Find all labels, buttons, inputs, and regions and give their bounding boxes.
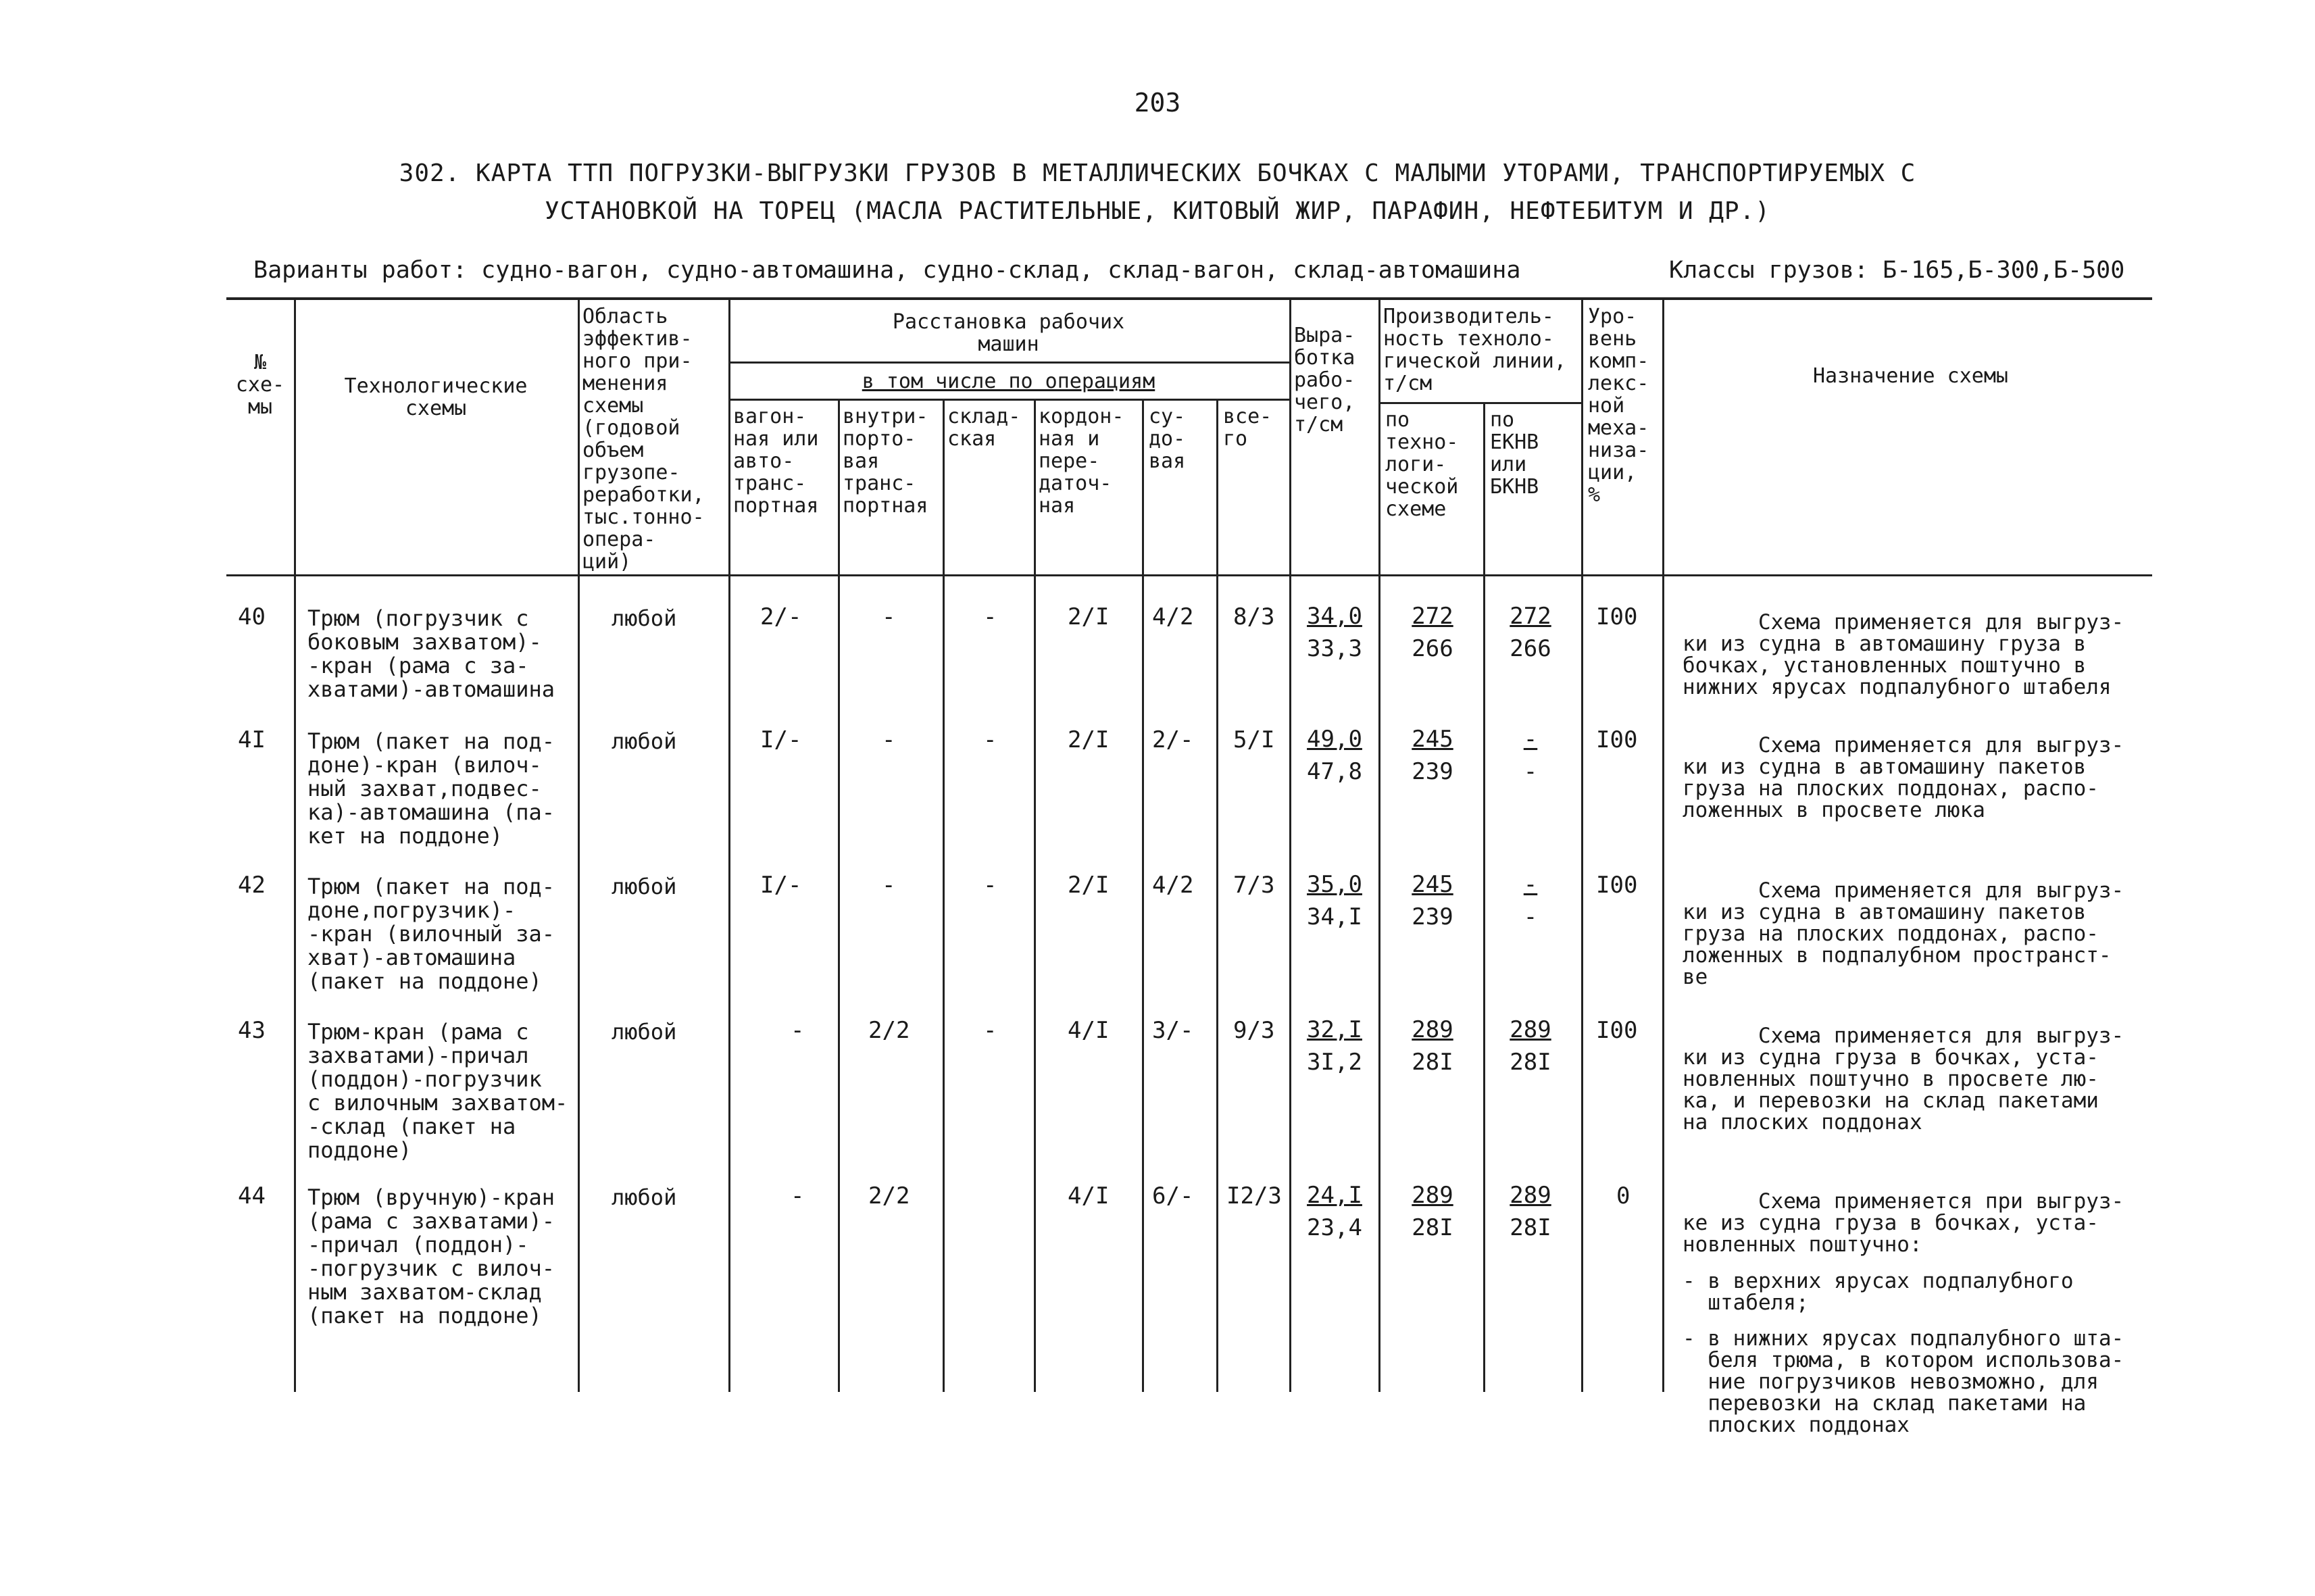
productivity-top: 289: [1412, 1016, 1453, 1043]
row-intraport: 2/2: [868, 1017, 910, 1044]
productivity-bottom: -: [1523, 903, 1538, 930]
row-purpose-item: - в верхних ярусах подпалубного штабеля;: [1683, 1269, 2074, 1315]
productivity-top: 272: [1510, 603, 1551, 630]
productivity-bottom: 266: [1510, 635, 1551, 662]
row-intraport: -: [882, 603, 896, 630]
row-application-area: любой: [612, 1184, 677, 1210]
header-productivity-by-scheme: по техно- логи- ческой схеме: [1385, 408, 1459, 521]
productivity-bottom: -: [1523, 758, 1538, 785]
row-productivity-ekn: [1490, 723, 1571, 788]
row-scheme-number: 4I: [238, 726, 266, 753]
col-divider: [1216, 399, 1218, 1392]
row-total: 9/3: [1233, 1017, 1275, 1044]
productivity-bottom: 266: [1412, 635, 1453, 662]
page-number: 203: [1134, 88, 1181, 118]
row-wagon-auto: I/-: [760, 872, 802, 899]
header-application-area: Область эффектив- ного при- менения схемы (годовой объем грузопе- реработки, тыс.тонно- опера- ций): [582, 305, 705, 574]
row-scheme-number: 44: [238, 1182, 266, 1210]
row-wagon-auto: I/-: [760, 726, 802, 753]
header-output: Выра- ботка рабо- чего, т/см: [1294, 324, 1355, 437]
row-output: [1294, 723, 1375, 788]
row-intraport: 2/2: [868, 1182, 910, 1210]
row-purpose-item: - в нижних ярусах подпалубного шта- беля трюма, в котором использова- ние погрузчиков невозможно, для перевозки на склад пакетами на плоских поддонах: [1683, 1326, 2124, 1437]
row-technological-scheme: Трюм (вручную)-кран (рама с захватами)- -причал (поддон)- -погрузчик с вилоч- ным захватом-склад (пакет на поддоне): [307, 1184, 555, 1328]
header-scheme-number: № схе- мы: [235, 351, 285, 419]
row-output: [1294, 1179, 1375, 1244]
col-divider: [838, 399, 840, 1392]
productivity-top: 289: [1510, 1016, 1551, 1043]
row-wagon-auto: 2/-: [760, 603, 802, 630]
productivity-bottom: 28I: [1510, 1049, 1551, 1076]
row-warehouse: -: [983, 1017, 997, 1044]
productivity-bottom: 28I: [1412, 1214, 1453, 1241]
row-cordon: 4/I: [1068, 1017, 1110, 1044]
productivity-subrule: [1378, 402, 1581, 404]
row-technological-scheme: Трюм (пакет на под- доне)-кран (вилоч- ный захват,подвес- ка)-автомашина (па- кет на поддоне): [307, 728, 555, 849]
row-productivity-scheme: [1392, 1179, 1473, 1244]
row-total: I2/3: [1226, 1182, 1282, 1210]
col-divider: [1581, 297, 1583, 1392]
header-cordon: кордон- ная и пере- даточ- ная: [1039, 405, 1124, 518]
output-plan: 24,I: [1307, 1182, 1362, 1209]
output-actual: 23,4: [1307, 1214, 1362, 1241]
output-plan: 34,0: [1307, 603, 1362, 630]
header-mechanization-level: Уро- вень комп- лекс- ной меха- низа- ции, %: [1588, 305, 1649, 507]
row-mechanization: 0: [1616, 1182, 1631, 1210]
row-intraport: -: [882, 726, 896, 753]
header-productivity-by-ekn: по ЕКНВ или БКНВ: [1490, 408, 1539, 499]
row-intraport: -: [882, 872, 896, 899]
output-actual: 33,3: [1307, 635, 1362, 662]
document-title-line-1: 302. КАРТА ТТП ПОГРУЗКИ-ВЫГРУЗКИ ГРУЗОВ В МЕТАЛЛИЧЕСКИХ БОЧКАХ С МАЛЫМИ УТОРАМИ, ТРАНСПОРТИРУЕМЫХ С: [399, 159, 1916, 187]
work-variants: Варианты работ: судно-вагон, судно-автомашина, судно-склад, склад-вагон, склад-автомашина: [253, 257, 1521, 284]
row-productivity-scheme: [1392, 868, 1473, 933]
row-warehouse: -: [983, 603, 997, 630]
row-ship: 4/2: [1152, 603, 1194, 630]
row-purpose: Схема применяется при выгруз- ке из судна груза в бочках, уста- новленных поштучно:: [1683, 1189, 2124, 1257]
header-scheme-purpose: Назначение схемы: [1813, 364, 2008, 388]
operations-subrule: [728, 399, 1289, 401]
col-divider: [728, 297, 730, 1392]
row-productivity-scheme: [1392, 600, 1473, 665]
row-productivity-ekn: [1490, 1014, 1571, 1078]
row-output: [1294, 1014, 1375, 1078]
productivity-top: -: [1523, 726, 1538, 753]
table-top-rule: [226, 297, 2152, 300]
row-mechanization: I00: [1596, 1017, 1638, 1044]
output-actual: 3I,2: [1307, 1049, 1362, 1076]
row-cordon: 2/I: [1068, 726, 1110, 753]
row-warehouse: -: [983, 872, 997, 899]
row-scheme-number: 40: [238, 603, 266, 630]
col-divider: [1378, 297, 1380, 1392]
row-total: 5/I: [1233, 726, 1275, 753]
productivity-top: 245: [1412, 726, 1453, 753]
col-divider: [943, 399, 945, 1392]
row-mechanization: I00: [1596, 726, 1638, 753]
header-warehouse: склад- ская: [947, 405, 1021, 451]
row-scheme-number: 42: [238, 872, 266, 899]
row-cordon: 2/I: [1068, 603, 1110, 630]
row-cordon: 2/I: [1068, 872, 1110, 899]
header-productivity: Производитель- ность техноло- гической линии, т/см: [1383, 305, 1566, 395]
productivity-bottom: 28I: [1412, 1049, 1453, 1076]
row-warehouse: -: [983, 726, 997, 753]
header-ship: су- до- вая: [1149, 405, 1186, 473]
row-ship: 3/-: [1152, 1017, 1194, 1044]
row-wagon-auto: -: [791, 1182, 805, 1210]
col-divider: [1142, 399, 1144, 1392]
row-purpose: Схема применяется для выгруз- ки из судна в автомашину груза в бочках, установленных поштучно в нижних ярусах подпалубного штабеля: [1683, 610, 2124, 699]
row-purpose: Схема применяется для выгруз- ки из судна в автомашину пакетов груза на плоских поддонах, распо- ложенных в подпалубном пространст- ве: [1683, 878, 2124, 989]
row-technological-scheme: Трюм (погрузчик с боковым захватом)- -кран (рама с за- хватами)-автомашина: [307, 605, 555, 702]
header-total: все- го: [1223, 405, 1272, 451]
output-plan: 32,I: [1307, 1016, 1362, 1043]
row-technological-scheme: Трюм (пакет на под- доне,погрузчик)- -кран (вилочный за- хват)-автомашина (пакет на поддоне): [307, 874, 555, 994]
row-ship: 2/-: [1152, 726, 1194, 753]
cargo-classes: Классы грузов: Б-165,Б-300,Б-500: [1669, 257, 2125, 284]
row-cordon: 4/I: [1068, 1182, 1110, 1210]
row-mechanization: I00: [1596, 872, 1638, 899]
output-actual: 47,8: [1307, 758, 1362, 785]
header-bottom-rule: [226, 574, 2152, 576]
row-ship: 6/-: [1152, 1182, 1194, 1210]
productivity-bottom: 239: [1412, 758, 1453, 785]
row-ship: 4/2: [1152, 872, 1194, 899]
col-divider: [294, 297, 296, 1392]
row-mechanization: I00: [1596, 603, 1638, 630]
row-total: 7/3: [1233, 872, 1275, 899]
placement-subrule: [728, 361, 1289, 364]
row-total: 8/3: [1233, 603, 1275, 630]
row-productivity-ekn: [1490, 1179, 1571, 1244]
productivity-top: 272: [1412, 603, 1453, 630]
productivity-top: 289: [1412, 1182, 1453, 1209]
row-productivity-scheme: [1392, 723, 1473, 788]
row-productivity-ekn: [1490, 868, 1571, 933]
header-technological-schemes: Технологические схемы: [344, 374, 528, 420]
header-machine-placement: Расстановка рабочих машин: [892, 310, 1125, 356]
output-plan: 35,0: [1307, 871, 1362, 898]
row-output: [1294, 868, 1375, 933]
header-intraport: внутри- порто- вая транс- портная: [843, 405, 928, 518]
row-application-area: любой: [612, 1019, 677, 1045]
row-application-area: любой: [612, 728, 677, 754]
col-divider: [1483, 402, 1485, 1392]
row-productivity-scheme: [1392, 1014, 1473, 1078]
row-application-area: любой: [612, 605, 677, 631]
row-purpose: Схема применяется для выгруз- ки из судна в автомашину пакетов груза на плоских поддонах, распо- ложенных в просвете люка: [1683, 733, 2124, 822]
row-productivity-ekn: [1490, 600, 1571, 665]
document-title-line-2: УСТАНОВКОЙ НА ТОРЕЦ (МАСЛА РАСТИТЕЛЬНЫЕ, КИТОВЫЙ ЖИР, ПАРАФИН, НЕФТЕБИТУМ И ДР.): [545, 197, 1770, 225]
row-technological-scheme: Трюм-кран (рама с захватами)-причал (поддон)-погрузчик с вилочным захватом- -склад (пакет на поддоне): [307, 1019, 568, 1163]
productivity-top: 245: [1412, 871, 1453, 898]
productivity-bottom: 28I: [1510, 1214, 1551, 1241]
row-output: [1294, 600, 1375, 665]
output-actual: 34,I: [1307, 903, 1362, 930]
productivity-bottom: 239: [1412, 903, 1453, 930]
row-purpose: Схема применяется для выгруз- ки из судна груза в бочках, уста- новленных поштучно в просвете лю- ка, и перевозки на склад пакетами на плоских поддонах: [1683, 1024, 2124, 1134]
col-divider: [1034, 399, 1036, 1392]
productivity-top: 289: [1510, 1182, 1551, 1209]
header-by-operations: в том числе по операциям: [862, 370, 1155, 393]
header-wagon-auto: вагон- ная или авто- транс- портная: [733, 405, 819, 518]
col-divider: [1289, 297, 1291, 1392]
output-plan: 49,0: [1307, 726, 1362, 753]
row-wagon-auto: -: [791, 1017, 805, 1044]
col-divider: [1662, 297, 1664, 1392]
col-divider: [578, 297, 580, 1392]
row-application-area: любой: [612, 874, 677, 899]
productivity-top: -: [1523, 871, 1538, 898]
row-scheme-number: 43: [238, 1017, 266, 1044]
